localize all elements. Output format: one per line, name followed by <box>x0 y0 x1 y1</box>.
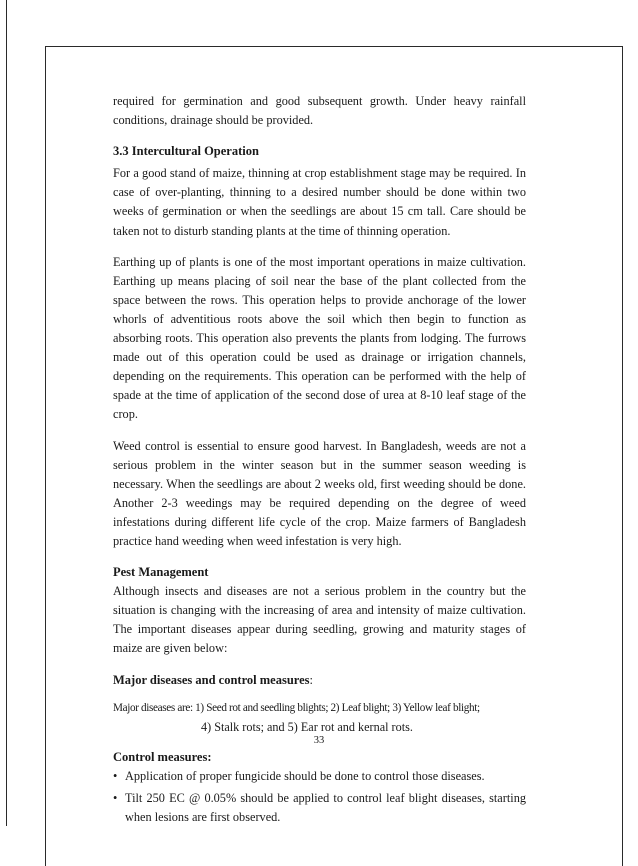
list-item <box>113 789 526 827</box>
section-heading-control-measures: Control measures: <box>113 749 212 764</box>
control-measure-text: Application of proper fungicide should be done to control those diseases. <box>125 768 485 783</box>
list-item <box>113 767 526 786</box>
section-heading-intercultural: 3.3 Intercultural Operation <box>113 144 259 159</box>
control-measure-text: Tilt 250 EC @ 0.05% should be applied to control leaf blight diseases, starting when lesions are first observed. <box>125 791 526 825</box>
page-number: 33 <box>313 735 325 746</box>
major-diseases-line-1: Major diseases are: 1) Seed rot and seedling blights; 2) Leaf blight; 3) Yellow leaf blight; <box>113 701 480 714</box>
paragraph-thinning: For a good stand of maize, thinning at crop establishment stage may be required. In case of over-planting, thinning to a desired number should be done within two weeks of germination or when the seedlings are about 15 cm tall. Care should be taken not to disturb standing plants at the time of thinning operation. <box>113 166 526 238</box>
section-heading-pest-management: Pest Management <box>113 565 209 580</box>
major-diseases-heading-colon: : <box>309 672 314 687</box>
left-margin-rule <box>6 0 7 826</box>
paragraph-earthing-up: Earthing up of plants is one of the most important operations in maize cultivation. Earthing up means placing of soil near the base of the plant collected from the space between the rows. This operation helps to provide anchorage of the lower whorls of adventitious roots above the soil which then begin to function as absorbing roots. This operation also prevents the plants from lodging. The furrows made out of this operation could be used as drainage or irrigation channels, depending on the requirements. This operation can be performed with the help of spade at the time of application of the second dose of urea at 8-10 leaf stage of the crop. <box>113 254 526 422</box>
bullet-icon: • <box>113 768 118 783</box>
bullet-icon: • <box>113 791 118 805</box>
control-measures-list <box>113 767 526 827</box>
section-heading-major-diseases <box>113 671 526 690</box>
major-diseases-heading-text: Major diseases and control measures <box>113 672 310 687</box>
major-diseases-line-2: 4) Stalk rots; and 5) Ear rot and kernal rots. <box>201 719 413 734</box>
paragraph-pest-management: Although insects and diseases are not a serious problem in the country but the situation is changing with the increasing of area and intensity of maize cultivation. The important diseases appear during seedling, growing and maturity stages of maize are given below: <box>113 584 526 656</box>
intro-paragraph: required for germination and good subsequent growth. Under heavy rainfall conditions, drainage should be provided. <box>113 94 526 128</box>
paragraph-weed-control: Weed control is essential to ensure good harvest. In Bangladesh, weeds are not a serious problem in the winter season but in the summer season weeding is necessary. When the seedlings are about 2 weeks old, first weeding should be done. Another 2-3 weedings may be required depending on the degree of weed infestations during different life cycle of the crop. Maize farmers of Bangladesh practice hand weeding when weed infestation is very high. <box>113 438 526 548</box>
document-body <box>113 92 526 830</box>
